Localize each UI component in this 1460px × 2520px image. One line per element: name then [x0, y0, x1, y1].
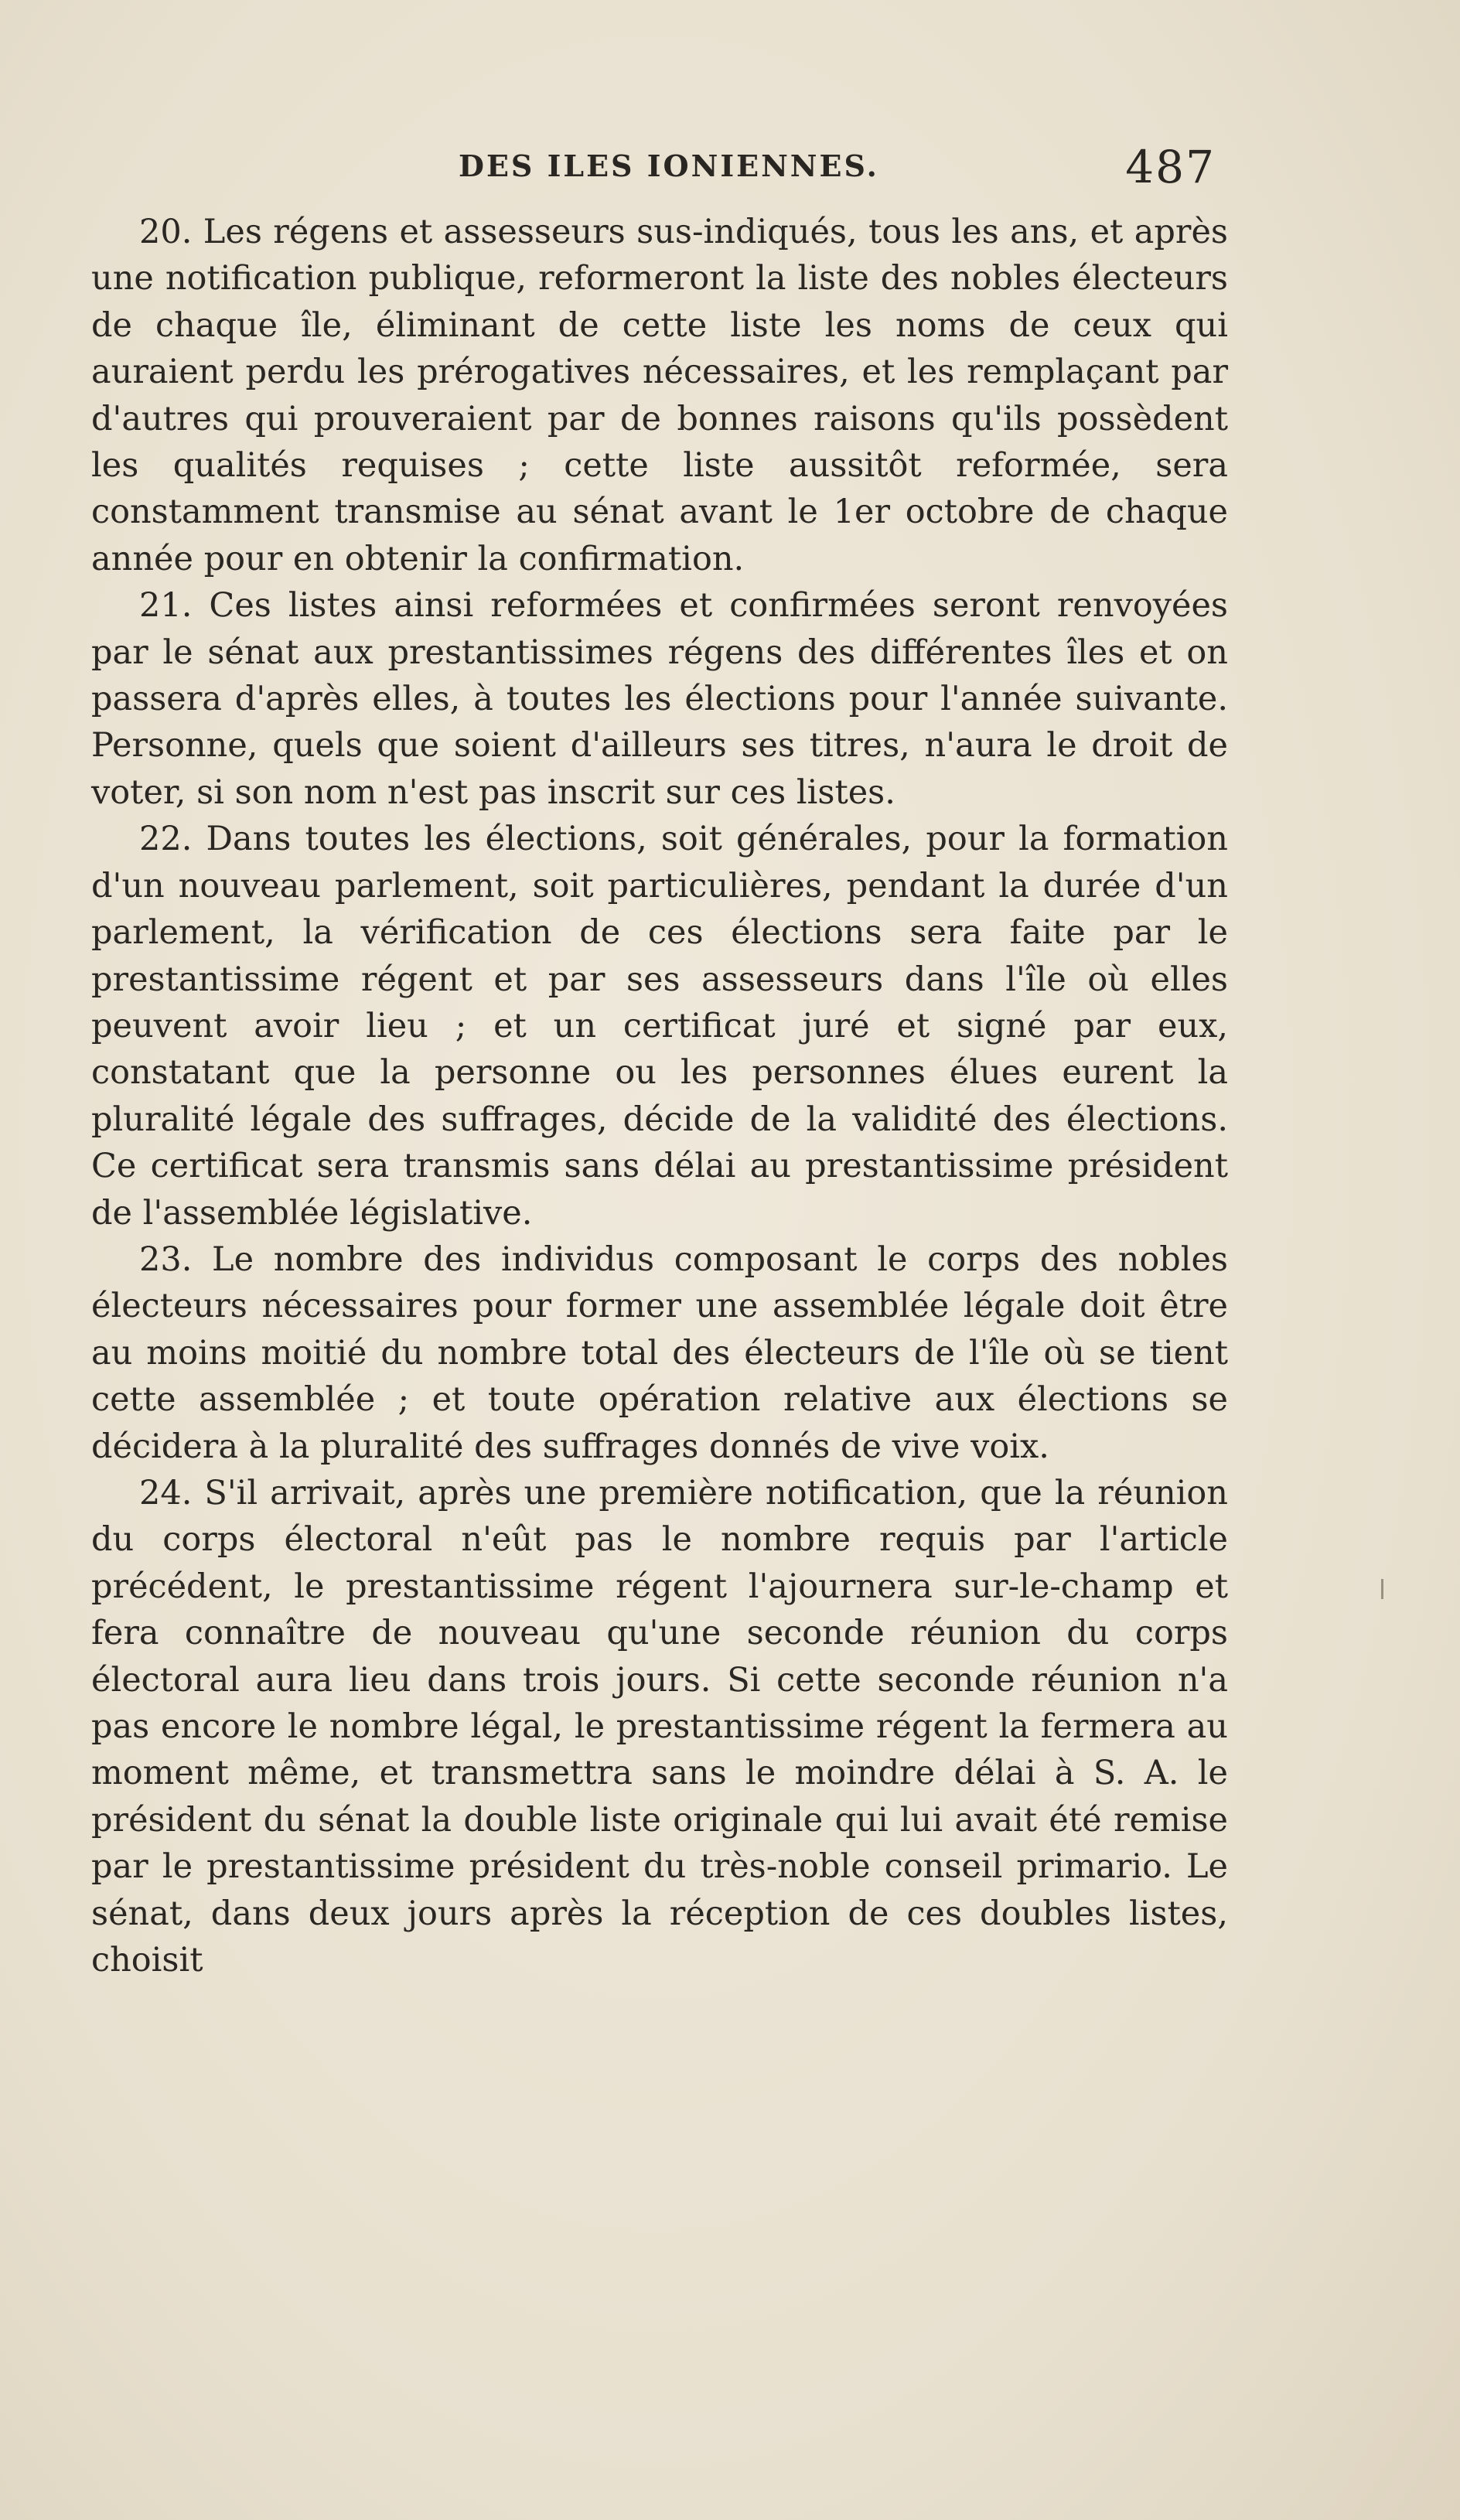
article-23: 23. Le nombre des individus composant le corps des nobles électeurs nécessaires pour former une assemblée légale doit être au moins moitié du nombre total des électeurs de l'île où se tient cette assemblée ; et toute opération relative aux élections se décidera à la pluralité des suffrages donnés de vive voix.: [91, 1240, 1228, 1466]
body-text: [91, 209, 1228, 1983]
article-24: 24. S'il arrivait, après une première notification, que la réunion du corps électoral n'eût pas le nombre requis par l'article précédent, le prestantissime régent l'ajournera sur-le-champ et fera connaître de nouveau qu'une seconde réunion du corps électoral aura lieu dans trois jours. Si cette seconde réunion n'a pas encore le nombre légal, le prestantissime régent la fermera au moment même, et transmettra sans le moindre délai à S. A. le président du sénat la double liste originale qui lui avait été remise par le prestantissime président du très-noble conseil primario. Le sénat, dans deux jours après la réception de ces doubles listes, choisit: [91, 1473, 1228, 1980]
article-21: 21. Ces listes ainsi reformées et confirmées seront renvoyées par le sénat aux prestantissimes régens des différentes îles et on passera d'après elles, à toutes les élections pour l'année suivante. Personne, quels que soient d'ailleurs ses titres, n'aura le droit de voter, si son nom n'est pas inscrit sur ces listes.: [91, 586, 1228, 812]
article-22: 22. Dans toutes les élections, soit générales, pour la formation d'un nouveau parlement, soit particulières, pendant la durée d'un parlement, la vérification de ces élections sera faite par le prestantissime régent et par ses assesseurs dans l'île où elles peuvent avoir lieu ; et un certificat juré et signé par eux, constatant que la personne ou les personnes élues eurent la pluralité légale des suffrages, décide de la validité des élections. Ce certificat sera transmis sans délai au prestantissime président de l'assemblée législative.: [91, 820, 1228, 1233]
margin-mark: [1381, 1579, 1383, 1599]
page-number: 487: [1125, 141, 1216, 193]
page-header: [124, 141, 1253, 203]
running-title: DES ILES IONIENNES.: [459, 148, 879, 183]
article-20: 20. Les régens et assesseurs sus-indiqués, tous les ans, et après une notification publique, reformeront la liste des nobles électeurs de chaque île, éliminant de cette liste les noms de ceux qui auraient perdu les prérogatives nécessaires, et les remplaçant par d'autres qui prouveraient par de bonnes raisons qu'ils possèdent les qualités requises ; cette liste aussitôt reformée, sera constamment transmise au sénat avant le 1er octobre de chaque année pour en obtenir la confirmation.: [91, 213, 1228, 578]
